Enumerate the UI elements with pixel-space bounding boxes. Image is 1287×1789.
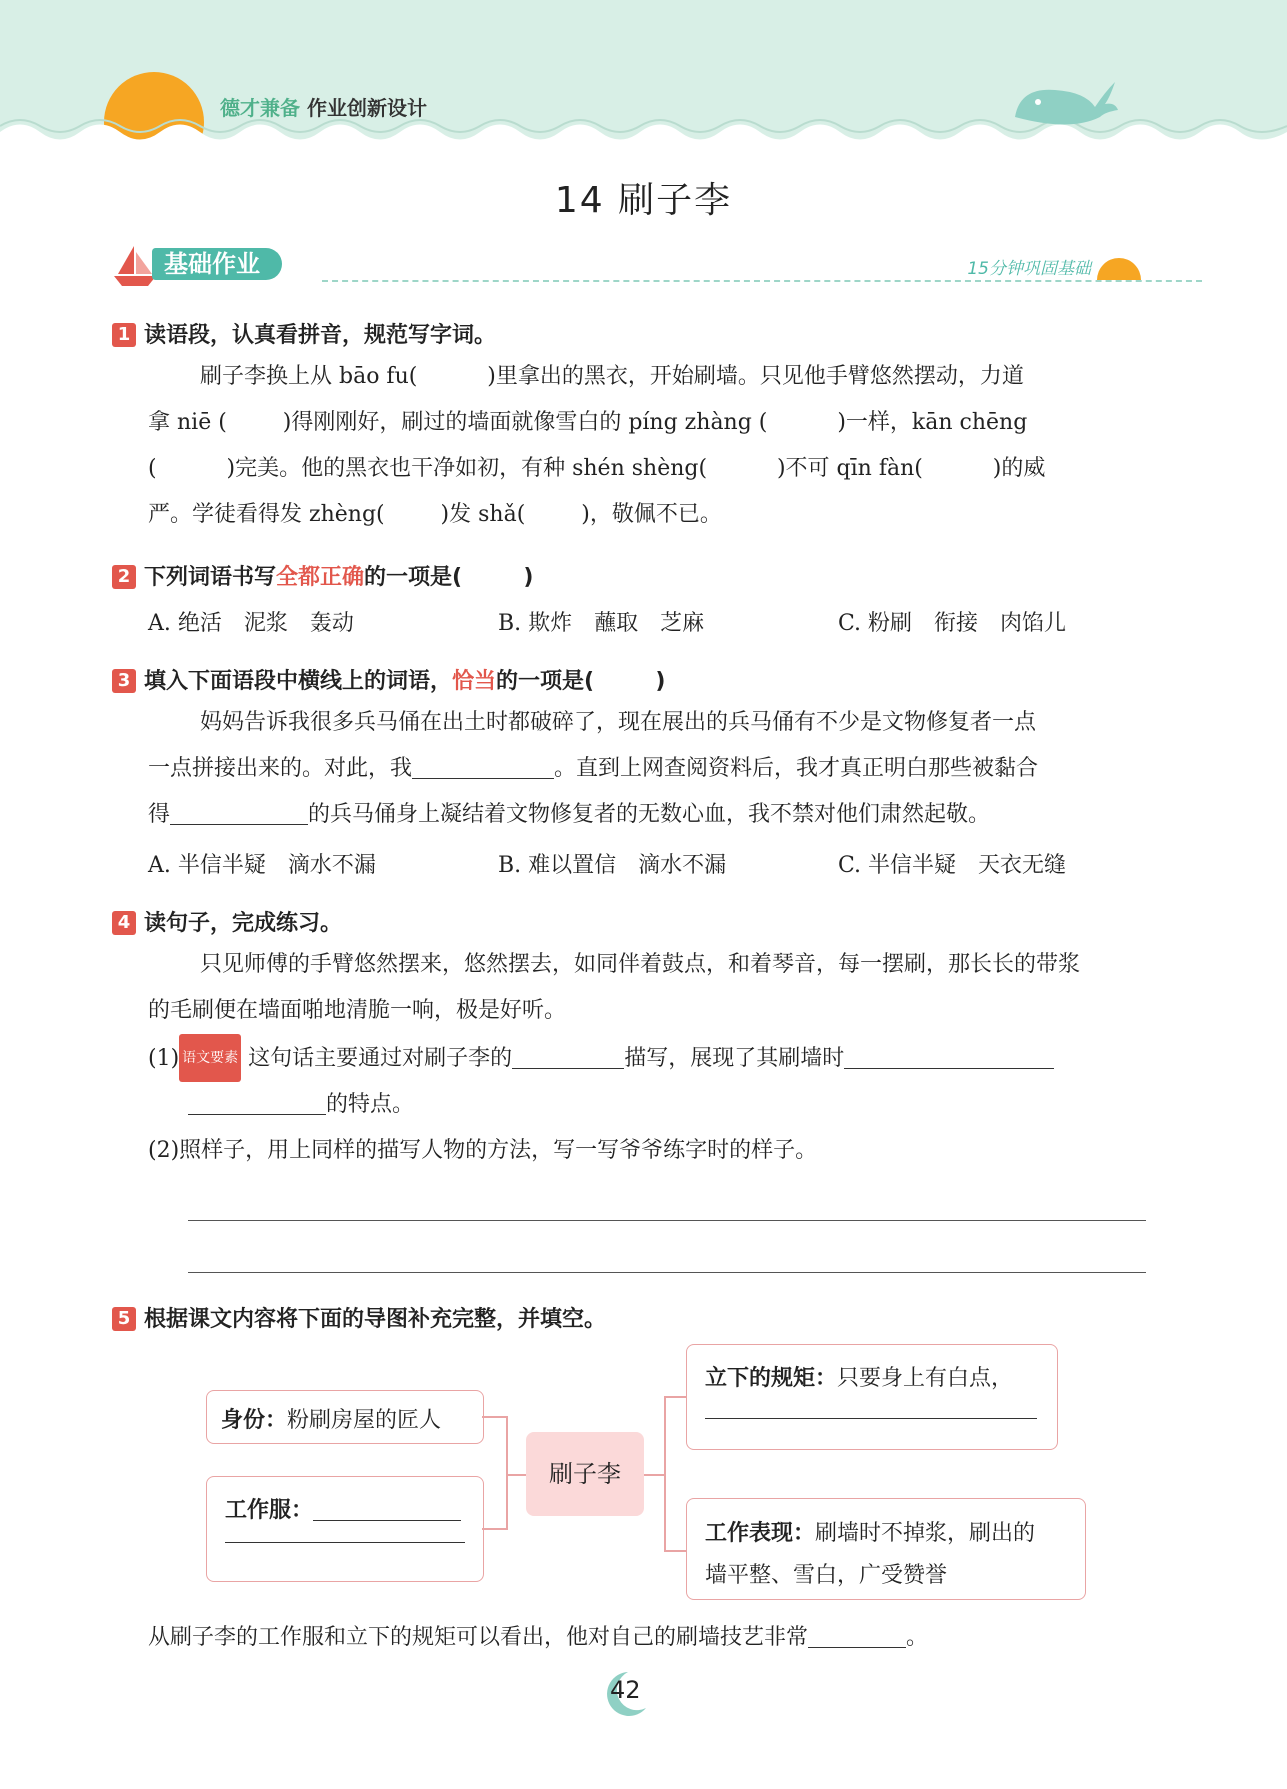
answer-blank[interactable] (512, 1046, 624, 1069)
answer-blank[interactable] (808, 1625, 906, 1648)
section-note: 15分钟巩固基础 (967, 259, 1091, 279)
rule-box: 立下的规矩：只要身上有白点， (686, 1344, 1058, 1450)
passage-line: 的毛刷便在墙面啪地清脆一响，极是好听。 (148, 998, 567, 1023)
page-title: 14 刷子李 (554, 180, 733, 221)
performance-box: 工作表现：刷墙时不掉浆，刷出的 墙平整、雪白，广受赞誉 (686, 1498, 1086, 1600)
answer-blank[interactable] (844, 1046, 1054, 1069)
question-1-header: 1 读语段，认真看拼音，规范写字词。 (112, 318, 496, 349)
connector (664, 1396, 666, 1552)
section-divider (322, 280, 1202, 282)
passage-line: 刷子李换上从 bāo fu( )里拿出的黑衣，开始刷墙。只见他手臂悠然摆动，力道 (200, 364, 1024, 389)
question-2-header: 2 下列词语书写全都正确的一项是( ) (112, 560, 533, 591)
mindmap-center: 刷子李 (526, 1432, 644, 1516)
page-number: 42 (610, 1676, 641, 1704)
q2-option-c[interactable]: C. 粉刷 衔接 肉馅儿 (838, 611, 1067, 636)
q5-conclusion: 从刷子李的工作服和立下的规矩可以看出，他对自己的刷墙技艺非常 。 (148, 1625, 929, 1650)
q3-option-c[interactable]: C. 半信半疑 天衣无缝 (838, 853, 1067, 878)
q2-option-b[interactable]: B. 欺炸 蘸取 芝麻 (498, 611, 705, 636)
answer-blank[interactable] (170, 802, 308, 825)
q3-option-b[interactable]: B. 难以置信 滴水不漏 (498, 853, 727, 878)
identity-box: 身份：粉刷房屋的匠人 (206, 1390, 484, 1444)
connector (664, 1550, 686, 1552)
uniform-box: 工作服： (206, 1476, 484, 1582)
answer-blank[interactable] (188, 1092, 326, 1115)
passage-line: 严。学徒看得发 zhèng( )发 shǎ( )，敬佩不已。 (148, 502, 722, 527)
connector (482, 1528, 506, 1530)
passage-line: 拿 niē ( )得刚刚好，刷过的墙面就像雪白的 píng zhàng ( )一样，kān chēng (148, 410, 1028, 435)
passage-line: 一点拼接出来的。对此，我 。直到上网查阅资料后，我才真正明白那些被黏合 (148, 756, 1039, 781)
page-header (0, 0, 1287, 150)
passage-line: 妈妈告诉我很多兵马俑在出土时都破碎了，现在展出的兵马俑有不少是文物修复者一点 (200, 710, 1037, 735)
sunset-icon (1097, 258, 1141, 280)
section-label: 基础作业 (152, 248, 282, 280)
language-element-tag: 语文要素 (179, 1034, 241, 1082)
whale-icon (1010, 72, 1120, 132)
answer-line[interactable] (705, 1418, 1037, 1419)
connector (644, 1474, 664, 1476)
q3-option-a[interactable]: A. 半信半疑 滴水不漏 (148, 853, 376, 878)
q4-subquestion-2: (2)照样子，用上同样的描写人物的方法，写一写爷爷练字时的样子。 (148, 1138, 818, 1163)
connector (506, 1474, 526, 1476)
passage-line: 得 的兵马俑身上凝结着文物修复者的无数心血，我不禁对他们肃然起敬。 (148, 802, 991, 827)
brand-title: 德才兼备 作业创新设计 (220, 96, 427, 120)
question-1-passage (148, 354, 1146, 538)
answer-line[interactable] (188, 1272, 1146, 1273)
question-5-header: 5 根据课文内容将下面的导图补充完整，并填空。 (112, 1302, 606, 1333)
q4-subquestion-1: (1) 语文要素 这句话主要通过对刷子李的 描写，展现了其刷墙时 (148, 1034, 1146, 1082)
answer-blank[interactable] (412, 756, 554, 779)
answer-line[interactable] (225, 1542, 465, 1543)
q2-option-a[interactable]: A. 绝活 泥浆 轰动 (148, 611, 354, 636)
passage-line: 只见师傅的手臂悠然摆来，悠然摆去，如同伴着鼓点，和着琴音，每一摆刷，那长长的带浆 (200, 952, 1081, 977)
connector (482, 1416, 506, 1418)
connector (664, 1396, 686, 1398)
connector (506, 1416, 508, 1530)
question-4-header: 4 读句子，完成练习。 (112, 906, 342, 937)
question-4-passage (148, 942, 1146, 1174)
question-3-header: 3 填入下面语段中横线上的词语，恰当的一项是( ) (112, 664, 665, 695)
question-3-passage (148, 700, 1146, 838)
passage-line: ( )完美。他的黑衣也干净如初，有种 shén shèng( )不可 qīn fàn( )的威 (148, 456, 1046, 481)
answer-line[interactable] (188, 1220, 1146, 1221)
answer-blank[interactable] (313, 1498, 461, 1521)
section-header (112, 244, 1147, 284)
q4-subquestion-1-cont: 的特点。 (148, 1082, 1146, 1128)
